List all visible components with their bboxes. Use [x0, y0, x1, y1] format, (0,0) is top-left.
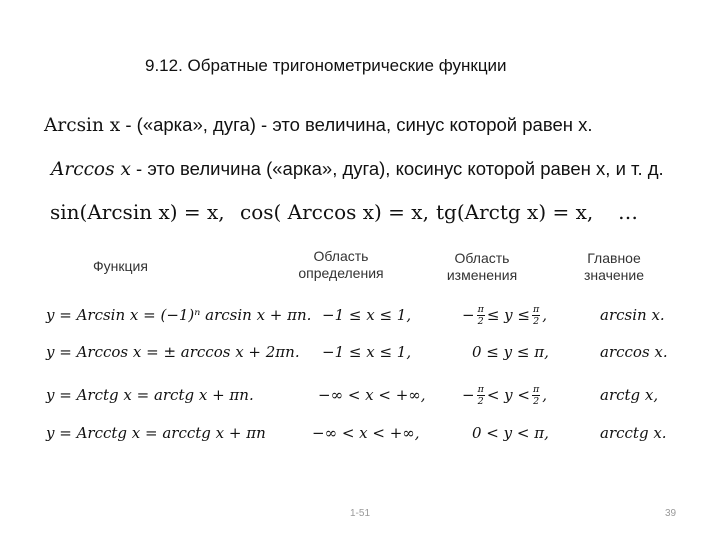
formula-cell: y = Arcsin x = (−1)ⁿ arcsin x + πn. — [46, 306, 312, 324]
domain-cell: −1 ≤ x ≤ 1, — [322, 306, 412, 324]
fraction-denominator: 2 — [533, 395, 540, 407]
domain-cell: −∞ < x < +∞, — [312, 424, 420, 442]
header-domain-line1: Область — [313, 248, 369, 264]
table-row — [0, 300, 720, 330]
header-domain-line2: определения — [298, 265, 384, 281]
principal-cell: arcsin x. — [600, 306, 665, 324]
identity-cos: cos( Arccos x) = x, — [240, 200, 429, 224]
identity-ellipsis: … — [618, 200, 638, 224]
range-cell — [462, 300, 547, 330]
range-inequality: ≤ y ≤ — [486, 306, 530, 324]
fraction-numerator: π — [477, 383, 484, 395]
identity-tg: tg(Arctg x) = x, — [436, 200, 594, 224]
header-function-label: Функция — [93, 258, 148, 274]
header-principal — [574, 250, 654, 284]
table-row — [0, 380, 720, 410]
range-sign: − — [462, 386, 475, 404]
formula-cell: y = Arccos x = ± arccos x + 2πn. — [46, 343, 300, 361]
range-inequality: < y < — [486, 386, 530, 404]
definition-fn-name: Arccos x — [51, 159, 131, 180]
range-end: , — [542, 306, 548, 324]
range-end: , — [542, 386, 548, 404]
definition-arcsin — [44, 114, 592, 136]
principal-cell: arcctg x. — [600, 424, 667, 442]
header-function — [93, 258, 148, 275]
formula-cell: y = Arcctg x = arcctg x + πn — [46, 424, 266, 442]
fraction — [477, 304, 485, 327]
table-row — [0, 418, 720, 448]
fraction-numerator: π — [532, 383, 540, 395]
definition-text: - («арка», дуга) - это величина, синус которой равен х. — [120, 114, 593, 135]
fraction — [532, 384, 540, 407]
header-range-line2: изменения — [446, 267, 518, 283]
fraction-numerator: π — [532, 303, 540, 315]
definition-fn-name: Arcsin x — [44, 115, 121, 136]
range-cell — [462, 380, 547, 410]
fraction-numerator: π — [477, 303, 484, 315]
fraction-denominator: 2 — [477, 395, 484, 407]
header-domain — [286, 248, 396, 282]
page-title: 9.12. Обратные тригонометрические функции — [145, 56, 507, 75]
footer-slide-code: 1-51 — [349, 508, 370, 519]
fraction-denominator: 2 — [477, 315, 484, 327]
domain-cell: −∞ < x < +∞, — [318, 386, 426, 404]
principal-cell: arctg x, — [600, 386, 659, 404]
domain-cell: −1 ≤ x ≤ 1, — [322, 343, 412, 361]
header-range — [432, 250, 532, 284]
header-range-line1: Область — [454, 250, 510, 266]
header-principal-line2: значение — [583, 267, 645, 283]
fraction — [532, 304, 540, 327]
header-principal-line1: Главное — [587, 250, 641, 266]
range-cell: 0 < y < π, — [472, 424, 549, 442]
definition-text: - это величина («арка», дуга), косинус которой равен х, и т. д. — [130, 158, 664, 179]
function-identities — [50, 200, 638, 224]
formula-cell: y = Arctg x = arctg x + πn. — [46, 386, 254, 404]
page-number: 39 — [665, 508, 677, 519]
fraction-denominator: 2 — [533, 315, 540, 327]
definition-arccos — [51, 158, 664, 180]
table-row — [0, 337, 720, 367]
fraction — [477, 384, 485, 407]
identity-sin: sin(Arcsin x) = x, — [50, 200, 225, 224]
range-cell: 0 ≤ y ≤ π, — [472, 343, 549, 361]
principal-cell: arccos x. — [600, 343, 668, 361]
range-sign: − — [462, 306, 475, 324]
